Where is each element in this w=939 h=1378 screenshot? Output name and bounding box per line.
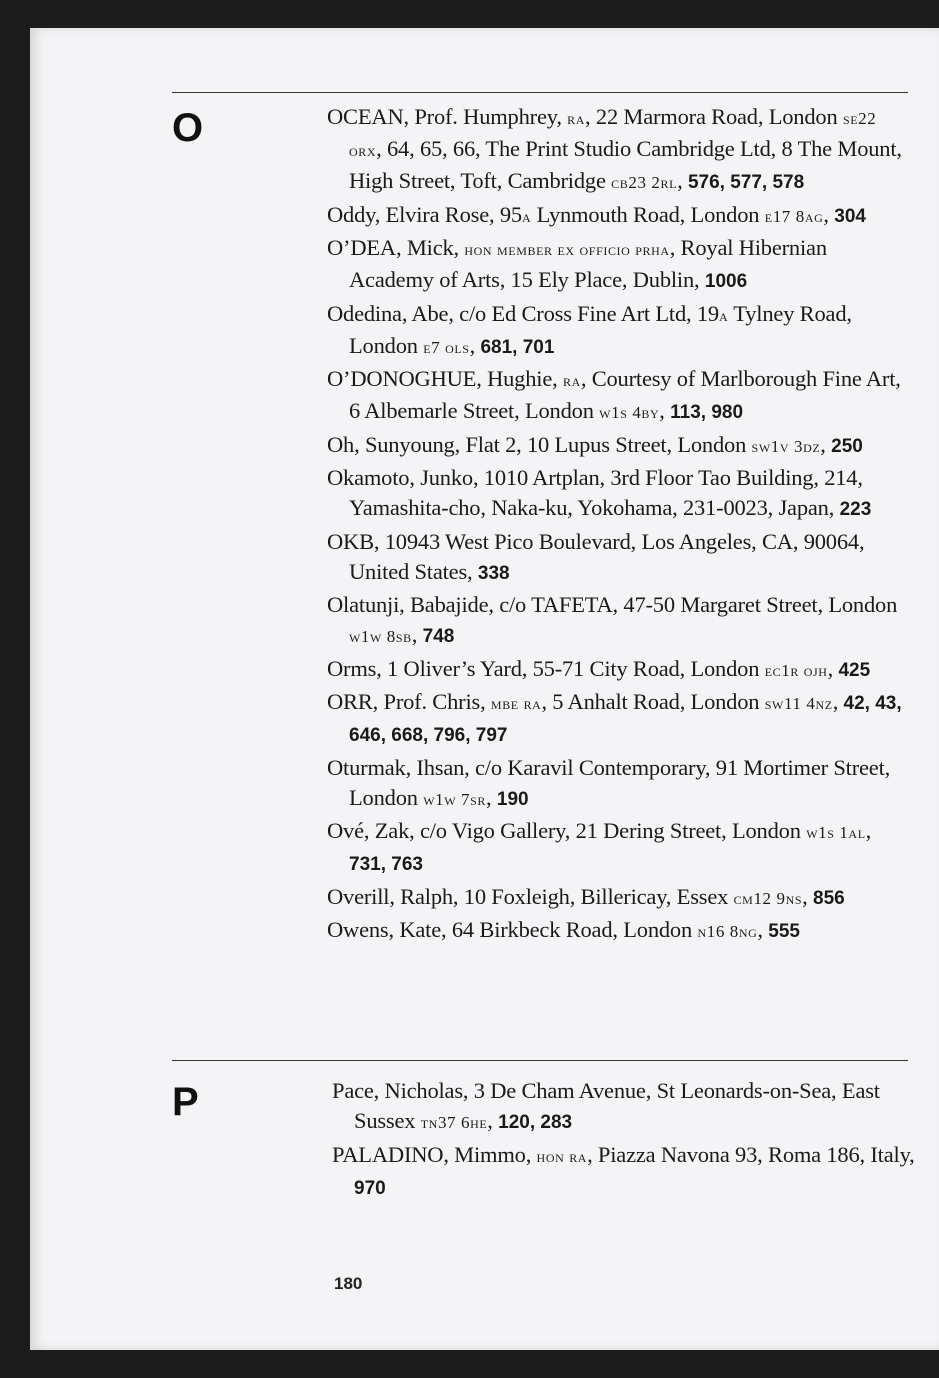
entry-name: Orms, 1 Oliver’s Yard, 55-71 City Road, London: [327, 655, 765, 681]
entry-name: Odedina, Abe, c/o Ed Cross Fine Art Ltd, 19: [327, 300, 719, 326]
index-entry: [327, 299, 912, 363]
entry-page-refs: 970: [354, 1177, 386, 1199]
entry-page-refs: 425: [838, 659, 871, 681]
section-p-rule: [172, 1060, 908, 1061]
entry-page-refs: 190: [496, 788, 529, 810]
entry-separator: ,: [469, 332, 481, 358]
entry-name: Ové, Zak, c/o Vigo Gallery, 21 Dering Street, London: [327, 818, 807, 843]
entry-postcode: cb23 2rl: [611, 173, 678, 192]
entry-postcode: tn37 6he: [420, 1113, 488, 1132]
entry-separator: ,: [827, 655, 839, 681]
entry-separator: ,: [832, 689, 844, 714]
entry-address: , Courtesy of Marlborough Fine Art, 6 Albemarle Street, London: [349, 366, 901, 423]
entry-page-refs: 748: [422, 626, 455, 647]
entry-postcode: w1w 7sr: [423, 789, 487, 809]
index-entry: [327, 590, 912, 652]
entry-page-refs: 856: [813, 887, 845, 909]
entry-separator: ,: [677, 168, 688, 193]
entry-name: OKB, 10943 West Pico Boulevard, Los Angeles, CA, 90064, United States: [327, 528, 865, 584]
index-entry: [327, 915, 912, 947]
entry-page-refs: 338: [477, 562, 510, 584]
entry-separator: ,: [659, 398, 671, 423]
entry-page-refs: 681, 701: [480, 336, 555, 358]
entry-address: Tylney Road, London: [349, 300, 852, 358]
entry-honors: hon member ex officio prha: [464, 240, 670, 259]
entry-name: Okamoto, Junko, 1010 Artplan, 3rd Floor Tao Building, 214, Yamashita-cho, Naka-ku, Yokohama, 231-0023, Japan: [327, 465, 863, 520]
index-entry: [327, 654, 912, 686]
entry-honors: mbe ra: [490, 694, 542, 713]
entry-honors: ra: [562, 371, 581, 390]
index-entry: [327, 233, 912, 297]
entry-address: , Piazza Navona 93, Roma 186, Italy: [587, 1141, 910, 1167]
entry-address: Lynmouth Road, London: [531, 201, 765, 227]
entry-page-refs: 113, 980: [670, 402, 744, 423]
entry-address: , 5 Anhalt Road, London: [541, 689, 765, 714]
index-entry: [327, 816, 912, 880]
entry-postcode: sw11 4nz: [764, 694, 833, 713]
index-entry: [327, 200, 912, 232]
entry-page-refs: 42, 43, 646, 668, 796, 797: [349, 693, 902, 746]
entry-name: O’DEA, Mick,: [327, 235, 465, 260]
section-p-entries: [332, 1076, 917, 1205]
entry-honors: ra: [567, 109, 586, 128]
entry-postcode: ec1r ojh: [764, 660, 828, 680]
entry-postcode: e7 ols: [423, 337, 470, 357]
entry-postcode: sw1v 3dz: [751, 436, 821, 456]
entry-honors: hon ra: [536, 1146, 588, 1166]
entry-page-refs: 731, 763: [349, 854, 423, 875]
entry-separator: ,: [820, 431, 832, 457]
page-number: 180: [334, 1274, 363, 1293]
entry-page-refs: 1006: [704, 271, 748, 292]
entry-separator: ,: [487, 1108, 499, 1133]
entry-page-refs: 223: [839, 499, 872, 520]
index-entry: [327, 463, 912, 525]
entry-separator: ,: [694, 267, 705, 292]
entry-page-refs: 576, 577, 578: [687, 172, 805, 193]
entry-name: Owens, Kate, 64 Birkbeck Road, London: [327, 917, 698, 942]
entry-separator: ,: [467, 558, 478, 584]
background-corner: [909, 0, 939, 28]
entry-separator: ,: [486, 784, 497, 810]
index-entry: [332, 1140, 917, 1204]
entry-separator: ,: [823, 201, 835, 227]
entry-page-refs: 250: [831, 435, 863, 457]
entry-name: Oturmak, Ihsan, c/o Karavil Contemporary, 91 Mortimer Street, London: [327, 754, 891, 810]
entry-name: OCEAN, Prof. Humphrey,: [327, 104, 568, 129]
entry-name: Pace, Nicholas, 3 De Cham Avenue, St Leonards-on-Sea, East Sussex: [332, 1078, 880, 1133]
entry-name: Oh, Sunyoung, Flat 2, 10 Lupus Street, London: [327, 431, 752, 457]
entry-separator: ,: [411, 622, 423, 647]
entry-honors: a: [718, 305, 729, 325]
index-entry: [327, 430, 912, 462]
entry-name: ORR, Prof. Chris,: [327, 689, 491, 714]
entry-address: , 22 Marmora Road, London: [585, 104, 843, 129]
entry-postcode: se22 orx: [349, 109, 877, 160]
entry-postcode: n16 8ng: [697, 922, 758, 941]
entry-separator: ,: [865, 818, 872, 843]
entry-name: Overill, Ralph, 10 Foxleigh, Billericay, Essex: [327, 883, 734, 909]
entry-postcode: w1w 8sb: [349, 627, 412, 646]
section-letter-p: P: [172, 1080, 199, 1124]
section-letter-o: O: [172, 106, 204, 150]
index-entry: [327, 882, 912, 914]
entry-separator: ,: [802, 883, 814, 909]
entry-name: Olatunji, Babajide, c/o TAFETA, 47-50 Margaret Street, London: [327, 592, 898, 617]
entry-page-refs: 304: [834, 205, 866, 227]
index-entry: [327, 102, 912, 198]
entry-name: Oddy, Elvira Rose, 95: [327, 201, 522, 227]
entry-address: , Royal Hibernian Academy of Arts, 15 Ely Place, Dublin: [349, 235, 827, 292]
entry-postcode: cm12 9ns: [733, 888, 803, 908]
entry-separator: ,: [828, 495, 840, 520]
entry-extra: , 64, 65, 66, The Print Studio Cambridge Ltd, 8 The Mount, High Street, Toft, Cambridge: [349, 136, 902, 193]
index-entry: [327, 753, 912, 815]
entry-separator: ,: [757, 917, 769, 942]
index-entry: [332, 1076, 917, 1138]
section-o-rule: [172, 92, 908, 93]
entry-page-refs: 120, 283: [498, 1112, 573, 1133]
entry-name: PALADINO, Mimmo,: [332, 1141, 537, 1167]
entry-postcode: e17 8ag: [764, 206, 824, 226]
entry-honors: a: [521, 206, 532, 226]
index-entry: [327, 687, 912, 751]
index-entry: [327, 527, 912, 589]
entry-postcode: w1s 1al: [806, 823, 866, 842]
entry-name: O’DONOGHUE, Hughie,: [327, 366, 563, 391]
entry-postcode: w1s 4by: [599, 403, 660, 422]
section-o-entries: [327, 102, 912, 949]
index-entry: [327, 364, 912, 428]
entry-separator: ,: [909, 1141, 915, 1167]
entry-page-refs: 555: [768, 921, 800, 942]
